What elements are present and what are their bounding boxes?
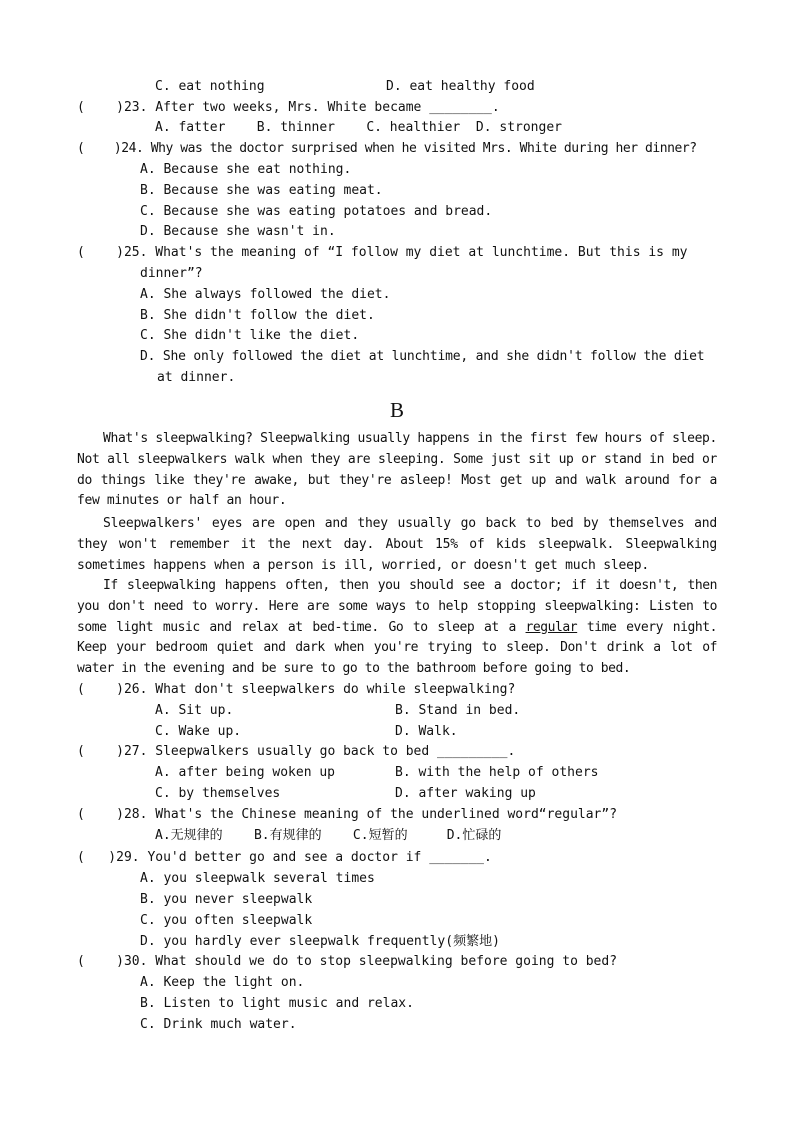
q26-option-b: B. Stand in bed. — [395, 703, 521, 718]
q25-stem-line1: ( )25. What's the meaning of “I follow my diet at lunchtime. But this is my — [77, 245, 688, 260]
q24-option-a: A. Because she eat nothing. — [140, 162, 352, 177]
q27-option-c: C. by themselves — [155, 786, 281, 801]
q28-stem: ( )28. What's the Chinese meaning of the underlined word“regular”? — [77, 807, 618, 822]
q23-options: A. fatter B. thinner C. healthier D. stronger — [155, 120, 562, 135]
q29-option-d: D. you hardly ever sleepwalk frequently(频繁地) — [140, 934, 500, 949]
q26-option-c: C. Wake up. — [155, 724, 242, 739]
q23-stem: ( )23. After two weeks, Mrs. White became ________. — [77, 100, 500, 115]
q27-option-b: B. with the help of others — [395, 765, 599, 780]
q22-option-d: D. eat healthy food — [386, 79, 535, 94]
passage-p3-before: If sleepwalking happens often, then you should see a doctor; if it doesn't, then you don't need to worry. Here are some ways to help stopping sleepwalking: Listen to some light music and relax at bed-time. Go to sleep at a — [77, 578, 717, 635]
q29-option-a: A. you sleepwalk several times — [140, 871, 375, 886]
q27-stem: ( )27. Sleepwalkers usually go back to bed _________. — [77, 744, 516, 759]
passage-paragraph-3 — [77, 576, 717, 680]
q25-option-b: B. She didn't follow the diet. — [140, 308, 375, 323]
q22-option-c: C. eat nothing — [155, 79, 265, 94]
passage-paragraph-2: Sleepwalkers' eyes are open and they usually go back to bed by themselves and they won't remember it the next day. About 15% of kids sleepwalk. Sleepwalking sometimes happens when a person is ill, worried, or doesn't get much sleep. — [77, 516, 717, 573]
q27-option-d: D. after waking up — [395, 786, 536, 801]
q28-options: A.无规律的 B.有规律的 C.短暂的 D.忙碌的 — [155, 828, 502, 843]
q25-stem-line2: dinner”? — [140, 266, 203, 281]
q29-option-c: C. you often sleepwalk — [140, 913, 313, 928]
q26-option-a: A. Sit up. — [155, 703, 234, 718]
q27-option-a: A. after being woken up — [155, 765, 336, 780]
q24-option-c: C. Because she was eating potatoes and bread. — [140, 204, 493, 219]
q30-option-a: A. Keep the light on. — [140, 975, 305, 990]
underlined-word-regular: regular — [525, 619, 578, 635]
passage-p3-after: time every night. Keep your bedroom quiet and dark when you're trying to sleep. Don't drink a lot of water in the evening and be sure to go to the bathroom before going to bed. — [77, 619, 717, 677]
q24-option-d: D. Because she wasn't in. — [140, 224, 336, 239]
q26-stem: ( )26. What don't sleepwalkers do while sleepwalking? — [77, 682, 516, 697]
q25-option-c: C. She didn't like the diet. — [140, 328, 360, 343]
q26-option-d: D. Walk. — [395, 724, 458, 739]
q24-stem: ( )24. Why was the doctor surprised when he visited Mrs. White during her dinner? — [77, 141, 697, 156]
section-title: B — [389, 398, 404, 422]
q24-option-b: B. Because she was eating meat. — [140, 183, 383, 198]
q30-stem: ( )30. What should we do to stop sleepwalking before going to bed? — [77, 954, 618, 969]
passage-paragraph-1: What's sleepwalking? Sleepwalking usually happens in the first few hours of sleep. Not all sleepwalkers walk when they are sleeping. Some just sit up or stand in bed or do things like they're awake, but they're asleep! Most get up and walk around for a few minutes or half an hour. — [77, 431, 717, 509]
q29-stem: ( )29. You'd better go and see a doctor if _______. — [77, 850, 492, 865]
q29-option-b: B. you never sleepwalk — [140, 892, 313, 907]
q30-option-c: C. Drink much water. — [140, 1017, 297, 1032]
q25-option-d-line1: D. She only followed the diet at lunchtime, and she didn't follow the diet — [140, 349, 705, 364]
q25-option-a: A. She always followed the diet. — [140, 287, 391, 302]
q30-option-b: B. Listen to light music and relax. — [140, 996, 414, 1011]
q25-option-d-line2: at dinner. — [157, 370, 236, 385]
